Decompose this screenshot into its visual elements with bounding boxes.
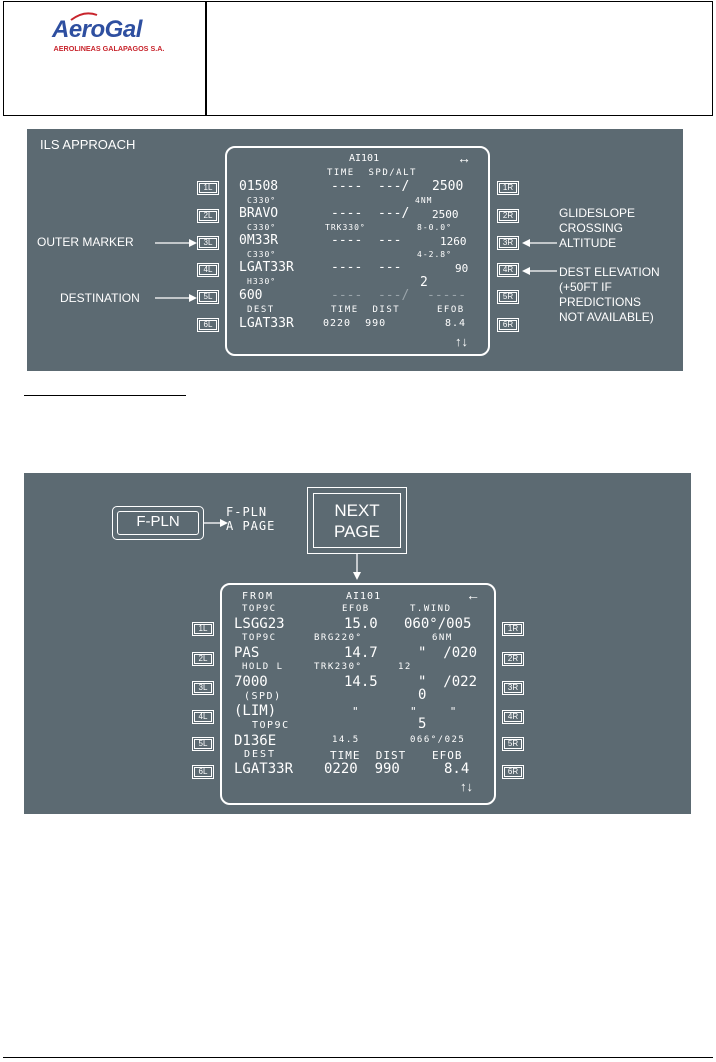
header-divider — [205, 2, 207, 115]
lsk-6l[interactable]: 6L — [197, 318, 219, 332]
waypoint-efob: 15.0 — [344, 616, 378, 632]
dest-efob: 8.4 — [445, 318, 467, 329]
waypoint-label: D136E — [234, 733, 277, 749]
leg-label: HOLD L — [242, 662, 284, 672]
scroll-arrows-icon: ↑↓ — [455, 334, 468, 349]
lsk-1r[interactable]: 1R — [497, 181, 519, 195]
leg-distance: 2 — [420, 275, 428, 290]
fpln-key-label: F-PLN — [136, 513, 180, 530]
mcdu-display — [220, 583, 496, 805]
flight-number: AI101 — [346, 591, 382, 602]
caption-line: F-PLN — [226, 505, 268, 519]
waypoint-efob: 14.7 — [344, 645, 378, 661]
mcdu-display — [225, 146, 490, 356]
leg-track: TRK330° — [325, 223, 366, 232]
callout-glideslope — [559, 206, 635, 251]
time-dist-header: TIME DIST — [330, 749, 407, 762]
time-dist-header: TIME DIST — [331, 305, 401, 315]
figure-title: ILS APPROACH — [40, 137, 136, 152]
lsk-1r[interactable]: 1R — [502, 622, 524, 636]
waypoint-time-spd: ---- ---/ — [331, 288, 410, 303]
waypoint-alt: 90 — [455, 262, 469, 275]
waypoint-label: 7000 — [234, 674, 268, 690]
leg-distance: 6NM — [432, 633, 453, 643]
callout-line: (+50FT IF — [559, 280, 612, 294]
waypoint-alt: ----- — [427, 288, 467, 303]
lsk-2l[interactable]: 2L — [192, 652, 214, 666]
efob-header: EFOB — [437, 305, 465, 315]
leg-distance: 4NM — [415, 196, 433, 205]
waypoint-alt: 1260 — [440, 235, 467, 248]
flight-number: AI101 — [349, 153, 380, 164]
waypoint-time-spd: ---- ---/ — [331, 179, 410, 194]
twind-header: T.WIND — [410, 604, 452, 614]
waypoint-label: (LIM) — [234, 703, 277, 719]
next-page-label — [308, 500, 406, 542]
leg-distance: 0 — [418, 687, 427, 703]
aerogal-logo — [34, 16, 184, 56]
fpln-key-button[interactable] — [112, 506, 204, 540]
efob-header: EFOB — [432, 749, 463, 762]
callout-line: CROSSING — [559, 221, 624, 235]
from-label: FROM — [242, 591, 275, 602]
column-header: TIME SPD/ALT — [327, 168, 417, 178]
caption-line: A PAGE — [226, 519, 276, 533]
waypoint-efob: 14.5 — [332, 735, 360, 745]
lsk-4l[interactable]: 4L — [192, 710, 214, 724]
leg-bearing: BRG220° — [314, 633, 363, 643]
waypoint-label: BRAVO — [239, 206, 279, 221]
waypoint-wind: " /020 — [418, 645, 478, 661]
leg-course: C330° — [247, 250, 277, 259]
label-line: PAGE — [334, 522, 380, 541]
arrow-right-icon — [204, 517, 228, 529]
back-arrow-icon: ← — [466, 587, 480, 603]
lsk-6l[interactable]: 6L — [192, 765, 214, 779]
lsk-5l[interactable]: 5L — [192, 737, 214, 751]
waypoint-wind: 060°/005 — [404, 616, 472, 632]
waypoint-label: PAS — [234, 645, 260, 661]
waypoint-label: 0M33R — [239, 233, 279, 248]
leg-distance: 5 — [418, 716, 427, 732]
leg-course: C330° — [247, 196, 277, 205]
lsk-4l[interactable]: 4L — [197, 263, 219, 277]
arrow-right-icon — [155, 292, 197, 304]
lsk-5r[interactable]: 5R — [497, 290, 519, 304]
waypoint-alt: 2500 — [432, 179, 464, 194]
lsk-6r[interactable]: 6R — [497, 318, 519, 332]
left-right-arrow-icon: ↔ — [457, 150, 471, 166]
label-line: NEXT — [334, 501, 380, 520]
leg-angle: 4-2.8° — [417, 250, 452, 259]
leg-heading: H330° — [247, 277, 277, 286]
fpln-caption — [226, 505, 275, 533]
arrow-right-icon — [155, 237, 197, 249]
waypoint-time-spd: ---- --- — [331, 260, 402, 275]
waypoint-time-spd: ---- ---/ — [331, 206, 410, 221]
lsk-5l[interactable]: 5L — [197, 290, 219, 304]
callout-dest-elevation — [559, 265, 660, 325]
lsk-1l[interactable]: 1L — [192, 622, 214, 636]
waypoint-efob: 14.5 — [344, 674, 378, 690]
lsk-3r[interactable]: 3R — [502, 681, 524, 695]
waypoint-wind: " /022 — [418, 674, 478, 690]
waypoint-time-spd: ---- --- — [331, 233, 402, 248]
lsk-2r[interactable]: 2R — [502, 652, 524, 666]
dest-time-dist: 0220 990 — [324, 761, 400, 777]
lsk-3l[interactable]: 3L — [197, 236, 219, 250]
lsk-4r[interactable]: 4R — [502, 710, 524, 724]
leg-label: TOP9C — [252, 720, 290, 731]
arrow-down-icon — [351, 554, 363, 580]
leg-label: TOP9C — [242, 633, 277, 643]
callout-outer-marker: OUTER MARKER — [37, 235, 134, 249]
ils-approach-figure — [27, 129, 683, 371]
logo-text: AeroGal — [52, 16, 142, 43]
arrow-left-icon — [522, 237, 557, 249]
lsk-3l[interactable]: 3L — [192, 681, 214, 695]
waypoint-wind: " " — [410, 705, 457, 718]
callout-line: NOT AVAILABLE) — [559, 310, 654, 324]
footer-rule — [3, 1057, 713, 1058]
waypoint-efob: " — [352, 705, 359, 718]
lsk-2r[interactable]: 2R — [497, 209, 519, 223]
leg-label: (SPD) — [244, 691, 282, 702]
lsk-5r[interactable]: 5R — [502, 737, 524, 751]
dest-time-dist: 0220 990 — [323, 318, 387, 329]
lsk-6r[interactable]: 6R — [502, 765, 524, 779]
fpln-figure — [24, 473, 691, 814]
dest-airport: LGAT33R — [239, 316, 294, 331]
callout-line: PREDICTIONS — [559, 295, 642, 309]
callout-line: ALTITUDE — [559, 236, 617, 250]
dest-label: DEST — [244, 749, 277, 760]
leg-course: C330° — [247, 223, 277, 232]
document-header — [3, 1, 713, 116]
logo-subtext: AEROLINEAS GALAPAGOS S.A. — [53, 44, 165, 53]
dest-airport: LGAT33R — [234, 761, 294, 777]
leg-angle: 8-0.0° — [417, 223, 452, 232]
leg-track: TRK230° — [314, 662, 363, 672]
callout-line: GLIDESLOPE — [559, 206, 636, 220]
leg-distance: 12 — [398, 662, 412, 672]
lsk-3r[interactable]: 3R — [497, 236, 519, 250]
lsk-1l[interactable]: 1L — [197, 181, 219, 195]
lsk-4r[interactable]: 4R — [497, 263, 519, 277]
next-page-key-button[interactable] — [307, 487, 407, 554]
waypoint-wind: 066°/025 — [410, 735, 466, 745]
waypoint-label: 600 — [239, 288, 263, 303]
callout-destination: DESTINATION — [60, 291, 140, 305]
arrow-left-icon — [522, 265, 557, 277]
waypoint-label: 01508 — [239, 179, 279, 194]
waypoint-label: LSGG23 — [234, 616, 285, 632]
callout-line: DEST ELEVATION — [559, 265, 660, 279]
lsk-2l[interactable]: 2L — [197, 209, 219, 223]
efob-header: EFOB — [342, 604, 370, 614]
waypoint-alt: 2500 — [432, 208, 459, 221]
scroll-arrows-icon: ↑↓ — [460, 779, 473, 794]
dest-label: DEST — [247, 305, 275, 315]
section-underline — [24, 395, 186, 396]
dest-efob: 8.4 — [444, 761, 470, 777]
waypoint-label: LGAT33R — [239, 260, 294, 275]
leg-label: TOP9C — [242, 604, 277, 614]
